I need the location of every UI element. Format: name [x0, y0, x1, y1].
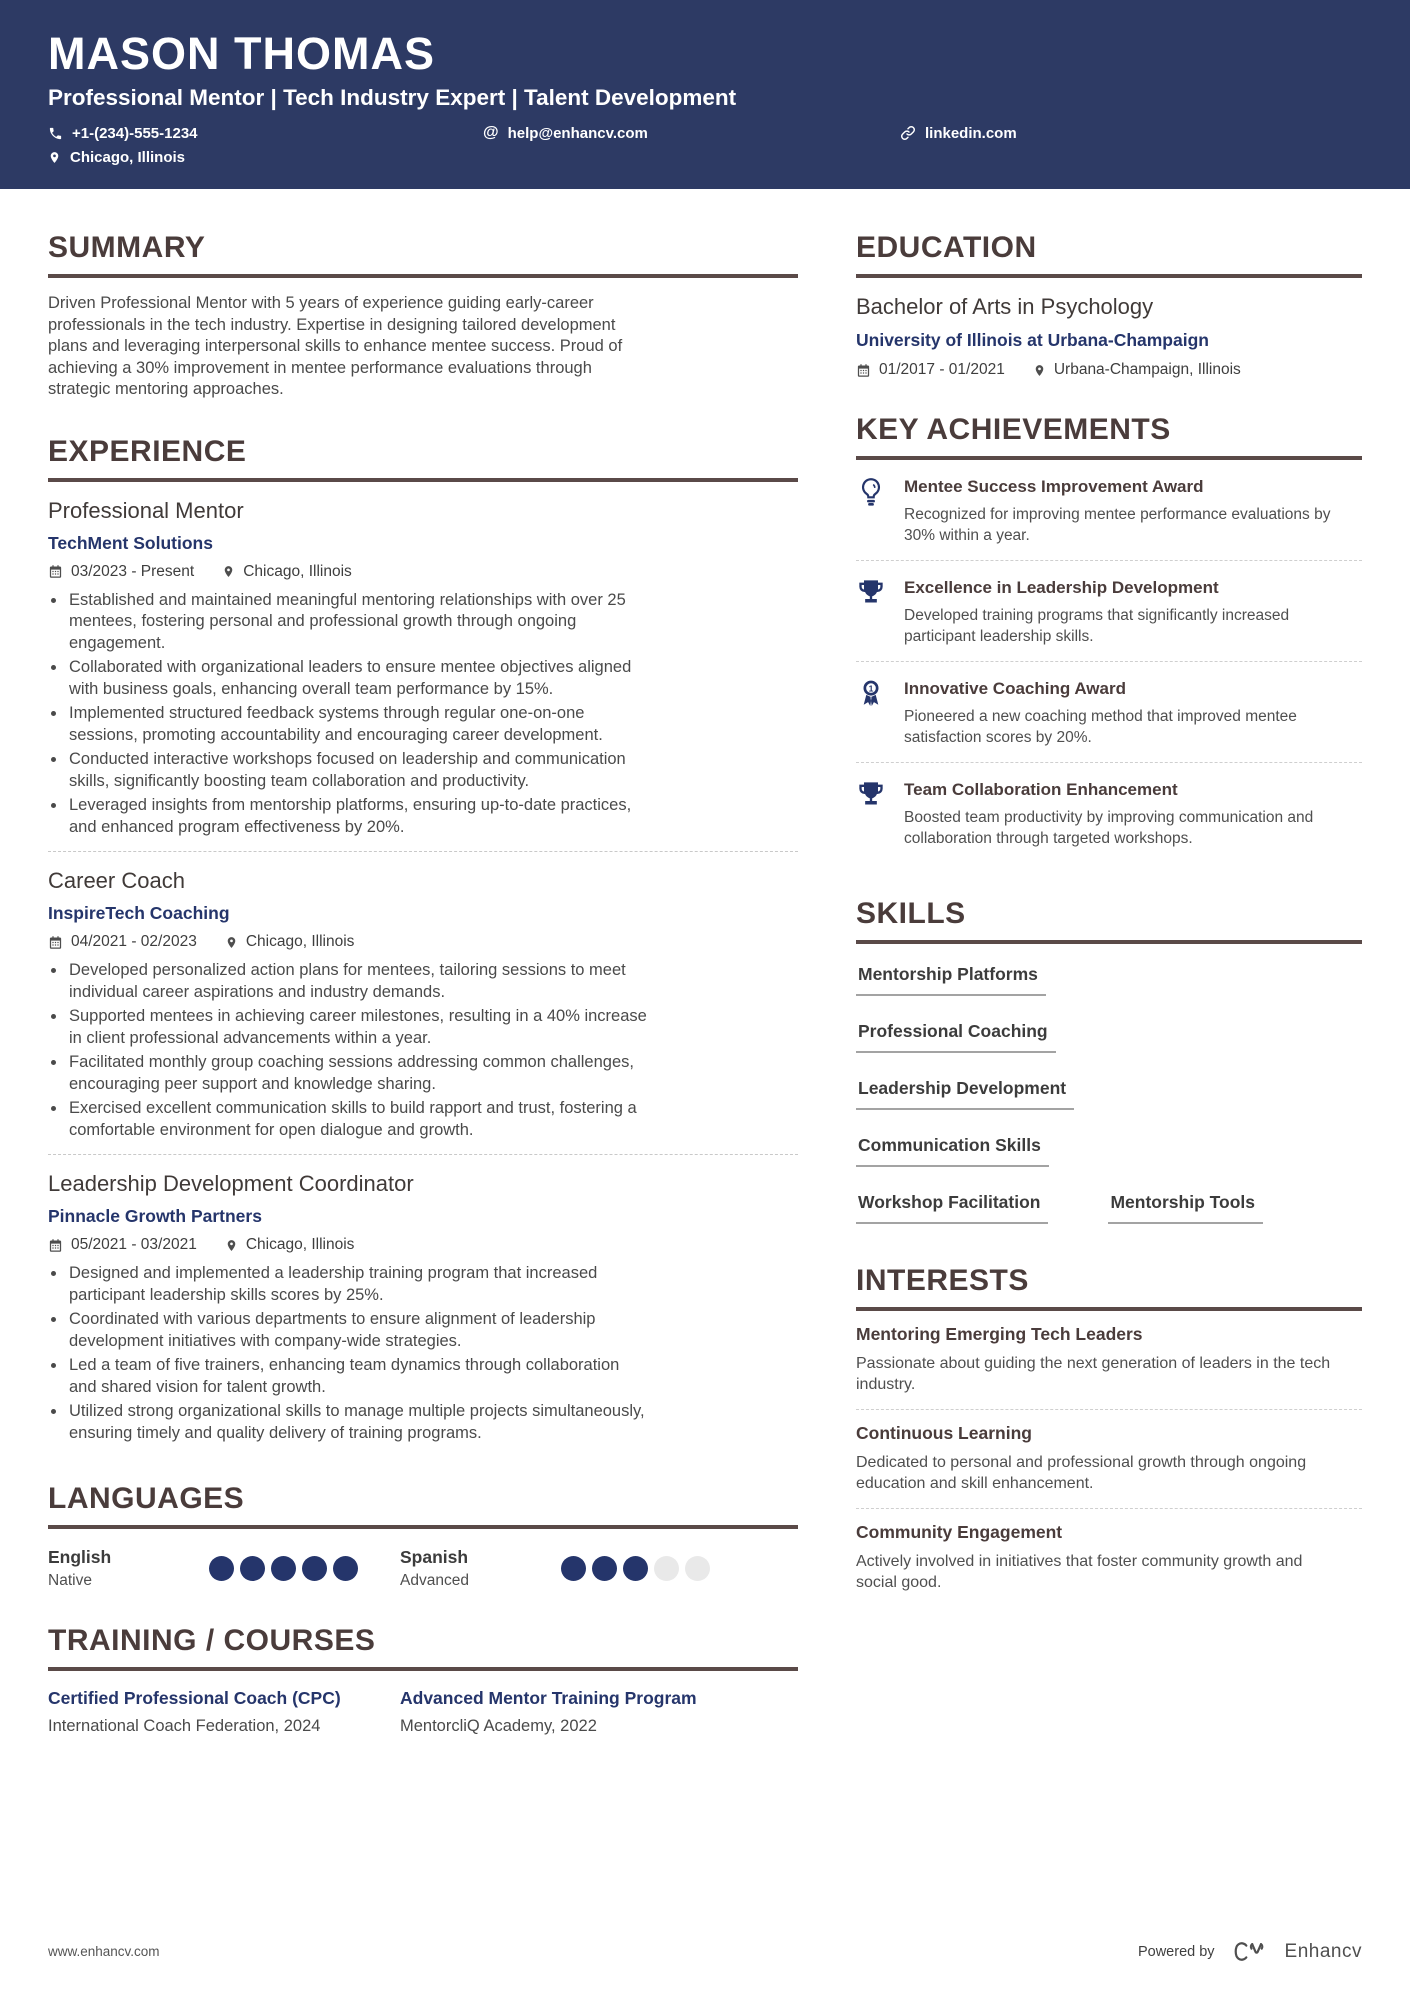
location: [222, 563, 352, 581]
email-address: help@enhancv.com: [507, 124, 648, 142]
level-dot: [654, 1556, 679, 1581]
level-dot: [209, 1556, 234, 1581]
trophy-icon: [856, 578, 886, 647]
summary-text: Driven Professional Mentor with 5 years of experience guiding early-career professionals in the tech industry. Expertise in designing tailored development plans and leveraging interpersonal skills to enhance mentee success. Proud of achieving a 30% improvement in mentee performance evaluations through strategic mentoring approaches.: [48, 294, 623, 399]
location-text: Chicago, Illinois: [70, 149, 186, 167]
job-bullet: • Exercised excellent communication skills to build rapport and trust, fostering a comfortable environment for open dialogue and growth.: [67, 1098, 648, 1141]
date-location-row: [48, 563, 798, 581]
skill-item: Mentorship Platforms: [856, 964, 1046, 996]
course-title: Certified Professional Coach (CPC): [48, 1688, 341, 1709]
dates: [48, 933, 197, 951]
skill-item: Communication Skills: [856, 1135, 1049, 1167]
language-labels: [48, 1547, 111, 1590]
skill-row: [856, 1192, 1362, 1230]
language-level: Advanced: [400, 1572, 469, 1590]
achievement-item: [856, 662, 1362, 763]
summary-heading: SUMMARY: [48, 231, 798, 278]
link-text: linkedin.com: [925, 124, 1017, 142]
experience-heading: EXPERIENCE: [48, 435, 798, 482]
location-text: Chicago, Illinois: [245, 933, 355, 951]
person-headline: Professional Mentor | Tech Industry Expert | Talent Development: [48, 85, 737, 111]
dates: [48, 1236, 197, 1254]
job-title: Career Coach: [48, 868, 185, 894]
level-dot: [623, 1556, 648, 1581]
interest-title: Continuous Learning: [856, 1423, 1032, 1444]
education-meta: [856, 361, 1362, 379]
location: [225, 933, 355, 951]
language-level-dots: [209, 1556, 358, 1581]
skill-item: Workshop Facilitation: [856, 1192, 1048, 1224]
person-name: MASON THOMAS: [48, 28, 435, 79]
trophy-icon: [856, 780, 886, 849]
location-pin-icon: [225, 935, 238, 950]
job-bullets: [48, 960, 648, 1141]
achievement-title: Innovative Coaching Award: [904, 679, 1126, 699]
at-icon: @: [483, 124, 499, 142]
location: [225, 1236, 355, 1254]
interest-item: [856, 1311, 1362, 1410]
location-pin-icon: [225, 1238, 238, 1253]
dates-text: 05/2021 - 03/2021: [71, 1236, 197, 1254]
interest-title: Community Engagement: [856, 1522, 1063, 1543]
phone-icon: [48, 126, 63, 141]
education-location-text: Urbana-Champaign, Illinois: [1053, 361, 1241, 379]
achievement-body: [904, 576, 1354, 647]
site-link[interactable]: www.enhancv.com: [48, 1944, 160, 1959]
date-location-row: [48, 933, 798, 951]
language-level: Native: [48, 1572, 92, 1590]
job-bullet: • Developed personalized action plans for mentees, tailoring sessions to meet individual career aspirations and industry demands.: [67, 960, 648, 1003]
job-bullet: • Implemented structured feedback systems through regular one-on-one sessions, promoting accountability and encouraging career development.: [67, 703, 648, 746]
job-bullet: • Utilized strong organizational skills to manage multiple projects simultaneously, ensuring timely and quality delivery of training programs.: [67, 1401, 648, 1444]
level-dot: [592, 1556, 617, 1581]
job-bullet: • Leveraged insights from mentorship platforms, ensuring up-to-date practices, and enhanced program effectiveness by 20%.: [67, 795, 648, 838]
lightbulb-icon: [856, 477, 886, 546]
interest-item: [856, 1509, 1362, 1607]
job-entry: [48, 1155, 798, 1448]
interest-title: Mentoring Emerging Tech Leaders: [856, 1324, 1143, 1345]
language-labels: [400, 1547, 469, 1590]
achievements-section: [856, 413, 1362, 863]
interests-section: [856, 1264, 1362, 1607]
medal-icon: [856, 679, 886, 748]
achievement-body: [904, 475, 1354, 546]
right-column: [856, 231, 1362, 1641]
job-entry: [48, 852, 798, 1155]
job-bullet: • Established and maintained meaningful mentoring relationships with over 25 mentees, fostering personal and professional growth through ongoing engagement.: [67, 590, 648, 655]
skills-section: [856, 897, 1362, 1230]
degree: Bachelor of Arts in Psychology: [856, 294, 1154, 320]
calendar-icon: [48, 935, 63, 950]
job-bullet: • Facilitated monthly group coaching sessions addressing common challenges, encouraging peer support and knowledge sharing.: [67, 1052, 648, 1095]
brand-name: Enhancv: [1284, 1940, 1362, 1962]
skill-list: [856, 964, 1362, 1230]
achievement-title: Mentee Success Improvement Award: [904, 477, 1204, 497]
job-bullet: • Led a team of five trainers, enhancing team dynamics through collaboration and shared vision for talent growth.: [67, 1355, 648, 1398]
calendar-icon: [48, 1238, 63, 1253]
skills-heading: SKILLS: [856, 897, 1362, 944]
calendar-icon: [48, 564, 63, 579]
achievement-title: Team Collaboration Enhancement: [904, 780, 1178, 800]
education-location: [1033, 361, 1241, 379]
svg-text:1: 1: [868, 683, 874, 694]
job-bullets: [48, 590, 648, 839]
achievement-list: [856, 460, 1362, 863]
job-company: InspireTech Coaching: [48, 903, 230, 924]
level-dot: [333, 1556, 358, 1581]
job-title: Leadership Development Coordinator: [48, 1171, 414, 1197]
location-pin-icon: [48, 150, 61, 165]
level-dot: [561, 1556, 586, 1581]
location-text: Chicago, Illinois: [243, 562, 352, 580]
job-entry: [48, 482, 798, 853]
location-contact: [48, 149, 185, 166]
interest-text: Passionate about guiding the next generation of leaders in the tech industry.: [856, 1355, 1331, 1394]
job-bullet: • Designed and implemented a leadership training program that increased participant leadership skills scores by 25%.: [67, 1263, 648, 1306]
education-section: [856, 231, 1362, 379]
location-pin-icon: [222, 564, 235, 579]
course-title: Advanced Mentor Training Program: [400, 1688, 697, 1709]
link-contact[interactable]: [900, 125, 1017, 142]
resume-body: [0, 189, 1410, 1938]
course-org: International Coach Federation, 2024: [48, 1717, 321, 1736]
training-item: [48, 1687, 355, 1736]
location-text: Chicago, Illinois: [245, 1236, 355, 1254]
enhancv-logo-icon: [1228, 1938, 1272, 1965]
interest-item: [856, 1410, 1362, 1509]
interest-text: Dedicated to personal and professional growth through ongoing education and skill enhancement.: [856, 1454, 1307, 1493]
dates-text: 04/2021 - 02/2023: [71, 933, 197, 951]
school: University of Illinois at Urbana-Champaign: [856, 330, 1209, 351]
education-dates-text: 01/2017 - 01/2021: [879, 361, 1005, 379]
achievement-item: [856, 763, 1362, 863]
link-icon: [900, 125, 916, 141]
skill-row: [856, 964, 1362, 1021]
experience-section: [48, 435, 798, 1449]
training-section: [48, 1624, 798, 1736]
interests-heading: INTERESTS: [856, 1264, 1362, 1311]
left-column: [48, 231, 798, 1770]
skill-row: [856, 1078, 1362, 1135]
job-list: [48, 482, 798, 1449]
job-bullet: • Conducted interactive workshops focused on leadership and communication skills, significantly boosting team collaboration and productivity.: [67, 749, 648, 792]
date-location-row: [48, 1236, 798, 1254]
dates: [48, 563, 194, 581]
achievement-text: Recognized for improving mentee performance evaluations by 30% within a year.: [904, 506, 1331, 544]
language-item: [48, 1547, 358, 1590]
phone-contact: [48, 125, 483, 142]
header: [0, 0, 1410, 189]
training-heading: TRAINING / COURSES: [48, 1624, 798, 1671]
education-heading: EDUCATION: [856, 231, 1362, 278]
achievement-text: Developed training programs that significantly increased participant leadership skills.: [904, 607, 1290, 645]
calendar-icon: [856, 363, 871, 378]
summary-section: [48, 231, 798, 401]
language-list: [48, 1547, 798, 1590]
education-dates: [856, 361, 1005, 379]
language-name: Spanish: [400, 1547, 469, 1568]
level-dot: [271, 1556, 296, 1581]
skill-row: [856, 1021, 1362, 1078]
interest-text: Actively involved in initiatives that foster community growth and social good.: [856, 1553, 1303, 1592]
job-company: TechMent Solutions: [48, 532, 213, 553]
interest-list: [856, 1311, 1362, 1607]
level-dot: [685, 1556, 710, 1581]
achievement-item: [856, 460, 1362, 561]
email-contact[interactable]: [483, 124, 900, 142]
language-name: English: [48, 1547, 112, 1568]
skill-item: Professional Coaching: [856, 1021, 1056, 1053]
contact-row-2: [48, 149, 1362, 166]
achievement-item: [856, 561, 1362, 662]
powered-by: [1138, 1938, 1362, 1965]
language-item: [400, 1547, 710, 1590]
powered-by-label: Powered by: [1137, 1943, 1215, 1960]
achievement-body: [904, 778, 1354, 849]
achievement-body: [904, 677, 1354, 748]
course-org: MentorcliQ Academy, 2022: [400, 1717, 597, 1736]
skill-row: [856, 1135, 1362, 1192]
achievements-heading: KEY ACHIEVEMENTS: [856, 413, 1362, 460]
languages-section: [48, 1482, 798, 1590]
achievement-text: Pioneered a new coaching method that improved mentee satisfaction scores by 20%.: [904, 708, 1297, 746]
job-bullet: • Coordinated with various departments to ensure alignment of leadership development initiatives with company-wide strategies.: [67, 1309, 648, 1352]
training-list: [48, 1687, 798, 1736]
job-title: Professional Mentor: [48, 497, 244, 523]
training-item: [400, 1687, 707, 1736]
language-level-dots: [561, 1556, 710, 1581]
languages-heading: LANGUAGES: [48, 1482, 798, 1529]
level-dot: [302, 1556, 327, 1581]
achievement-text: Boosted team productivity by improving communication and collaboration through targeted workshops.: [904, 809, 1314, 847]
skill-item: Mentorship Tools: [1108, 1192, 1263, 1224]
dates-text: 03/2023 - Present: [71, 562, 195, 580]
achievement-title: Excellence in Leadership Development: [904, 578, 1219, 598]
job-bullet: • Supported mentees in achieving career milestones, resulting in a 40% increase in client professional advancements within a year.: [67, 1006, 648, 1049]
job-company: Pinnacle Growth Partners: [48, 1206, 262, 1227]
phone-number: +1-(234)-555-1234: [72, 124, 198, 142]
job-bullet: • Collaborated with organizational leaders to ensure mentee objectives aligned with business goals, enhancing overall team performance by 15%.: [67, 657, 648, 700]
contact-row: [48, 124, 1362, 142]
location-pin-icon: [1033, 363, 1046, 378]
level-dot: [240, 1556, 265, 1581]
skill-item: Leadership Development: [856, 1078, 1074, 1110]
job-bullets: [48, 1263, 648, 1444]
footer: [0, 1938, 1410, 1995]
